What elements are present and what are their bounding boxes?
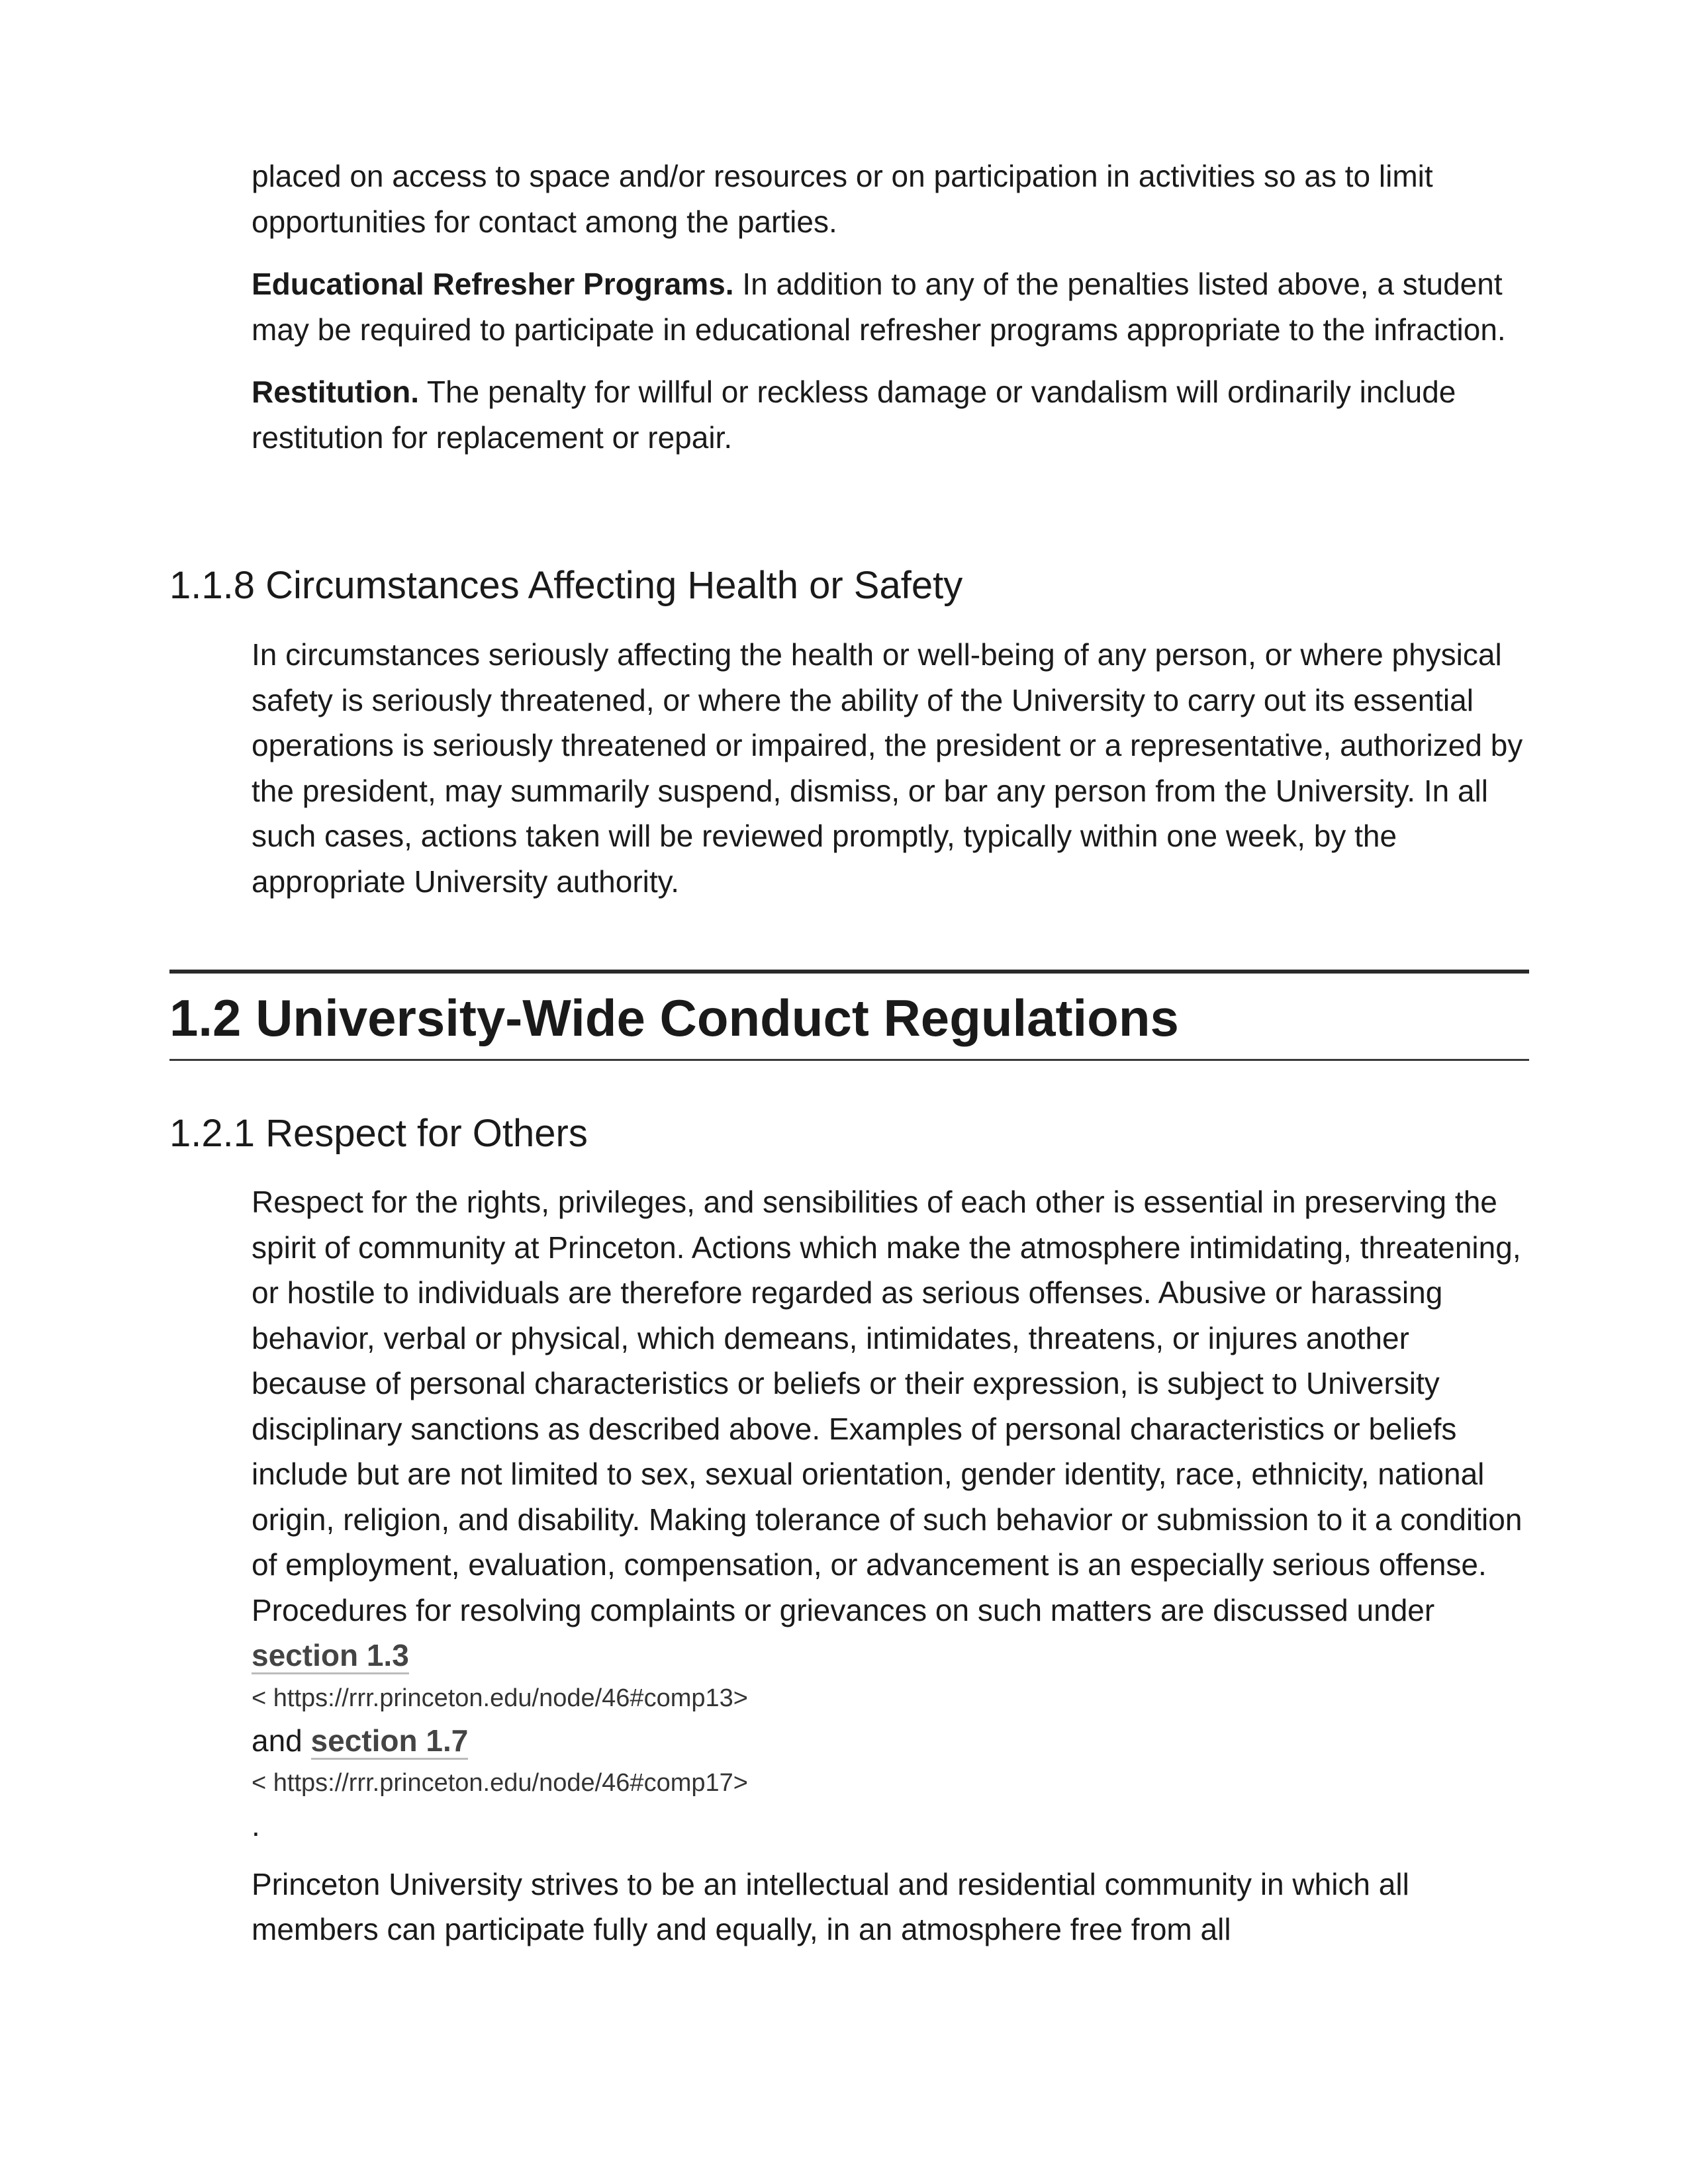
restitution-text: The penalty for willful or reckless damage or vandalism will ordinarily include restitution for replacement or repair. <box>252 375 1456 455</box>
respect-text: Respect for the rights, privileges, and sensibilities of each other is essential in preserving the spirit of community at Princeton. Actions which make the atmosphere intimidating, threatening, or hostile to individuals are therefore regarded as serious offenses. Abusive or harassing behavior, verbal or physical, which demeans, intimidates, threatens, or injures another because of personal characteristics or beliefs or their expression, is subject to University disciplinary sanctions as described above. Examples of personal characteristics or beliefs include but are not limited to sex, sexual orientation, gender identity, race, ethnicity, national origin, religion, and disability. Making tolerance of such behavior or submission to it a condition of employment, evaluation, compensation, or advancement is an especially serious offense. Procedures for resolving complaints or grievances on such matters are discussed under <box>252 1185 1523 1627</box>
section-1-2-heading: 1.2 University-Wide Conduct Regulations <box>169 989 1179 1047</box>
and-line <box>252 1718 1529 1764</box>
section-1-1-8-body <box>252 632 1529 904</box>
section-1-7-link[interactable]: section 1.7 <box>311 1723 469 1760</box>
section-divider-bottom <box>169 1059 1529 1061</box>
and-text: and <box>252 1723 311 1758</box>
section-divider-top <box>169 970 1529 974</box>
section-1-1-8-heading: 1.1.8 Circumstances Affecting Health or Safety <box>169 564 963 607</box>
educational-refresher-label: Educational Refresher Programs. <box>252 267 734 301</box>
restitution-paragraph <box>252 369 1529 460</box>
section-1-3-url: < https://rrr.princeton.edu/node/46#comp13> <box>252 1684 748 1712</box>
section-1-2-1-body <box>252 1179 1529 1952</box>
section-1-7-url: < https://rrr.princeton.edu/node/46#comp17> <box>252 1769 748 1797</box>
top-paragraphs <box>252 154 1529 460</box>
educational-refresher-paragraph <box>252 261 1529 352</box>
community-paragraph: Princeton University strives to be an intellectual and residential community in which all members can participate fully and equally, in an atmosphere free from all <box>252 1866 1409 1946</box>
section-1-2-1-heading: 1.2.1 Respect for Others <box>169 1112 588 1155</box>
section-1-3-link[interactable]: section 1.3 <box>252 1638 409 1674</box>
respect-paragraph <box>252 1179 1529 1678</box>
period-line: . <box>252 1808 260 1843</box>
continuation-paragraph: placed on access to space and/or resources or on participation in activities so as to limit opportunities for contact among the parties. <box>252 159 1433 239</box>
educational-refresher-text: In addition to any of the penalties listed above, a student may be required to participate in educational refresher programs appropriate to the infraction. <box>252 267 1506 347</box>
section-1-1-8-paragraph: In circumstances seriously affecting the health or well-being of any person, or where physical safety is seriously threatened, or where the ability of the University to carry out its essential operations is seriously threatened or impaired, the president or a representative, authorized by the president, may summarily suspend, dismiss, or bar any person from the University. In all such cases, actions taken will be reviewed promptly, typically within one week, by the appropriate University authority. <box>252 637 1523 899</box>
restitution-label: Restitution. <box>252 375 419 409</box>
